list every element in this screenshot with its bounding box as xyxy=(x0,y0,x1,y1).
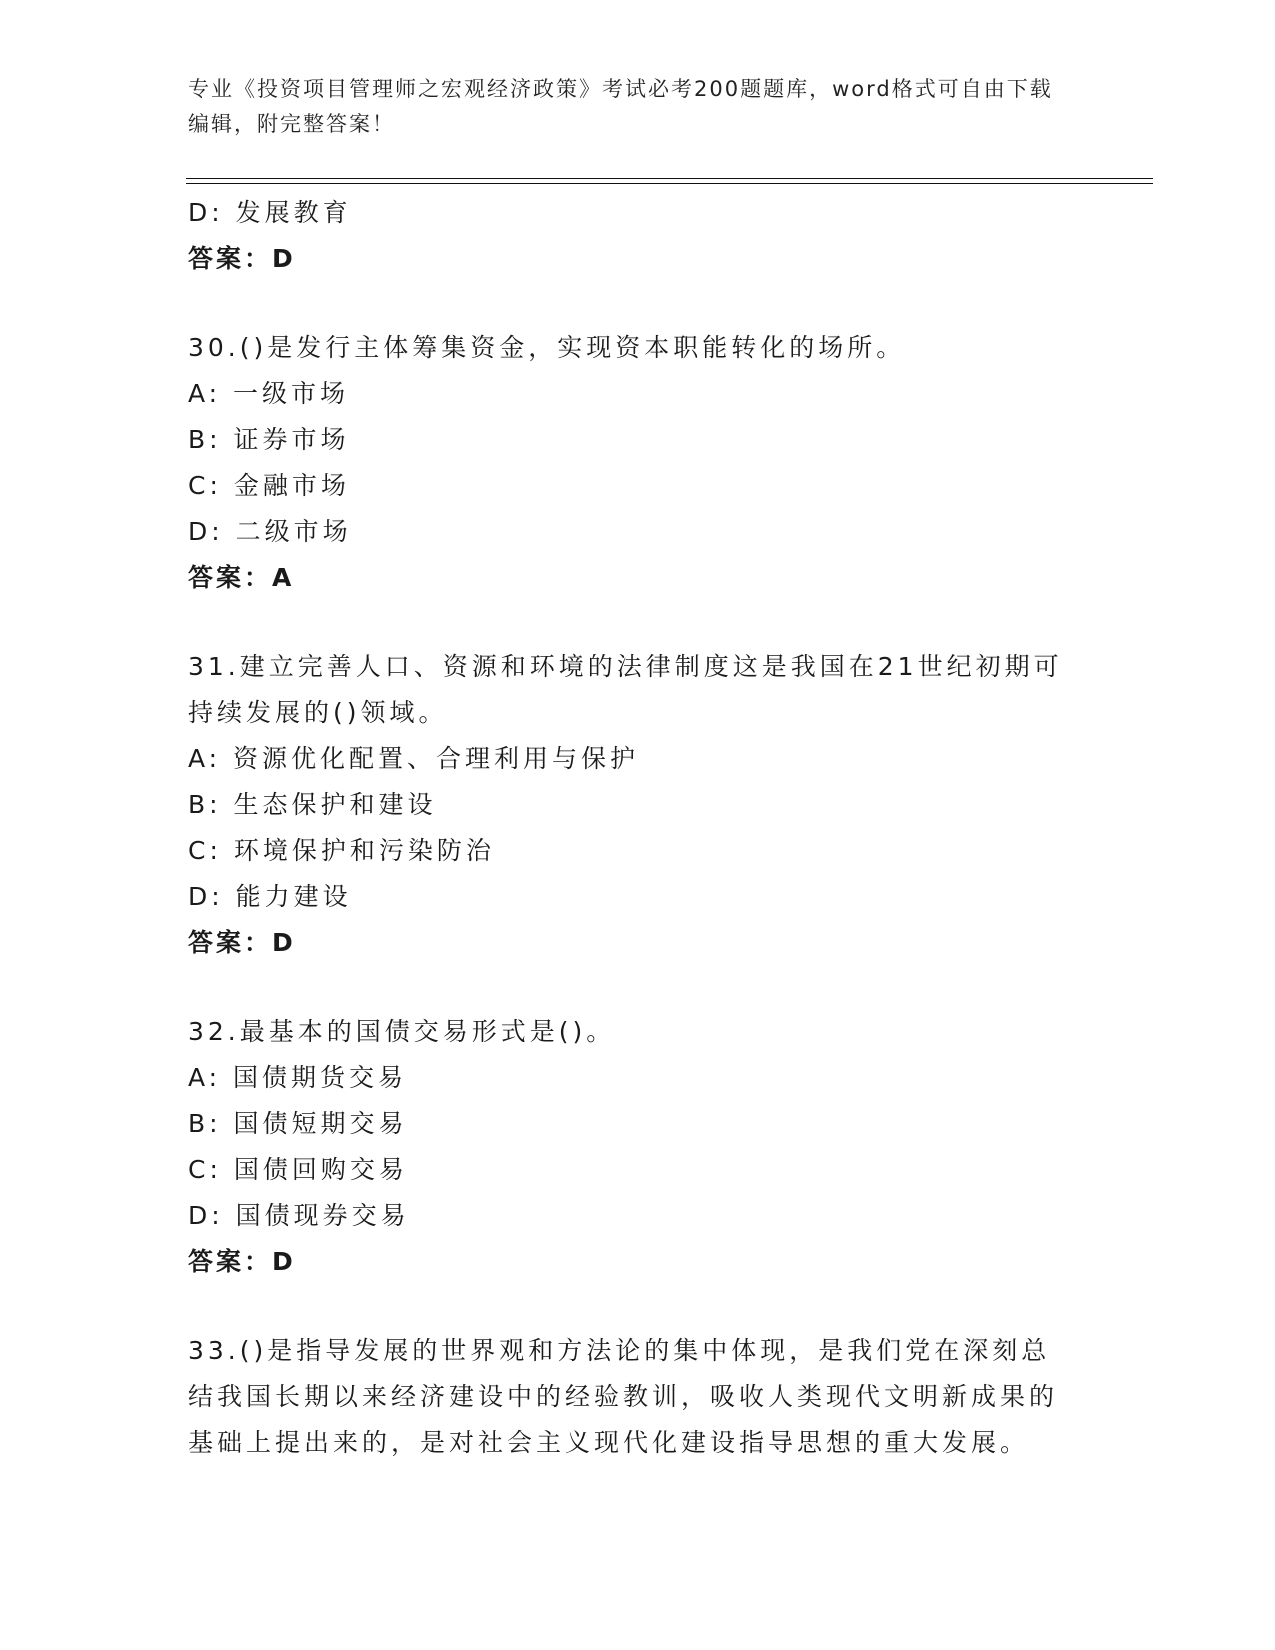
spacer xyxy=(188,1285,1088,1328)
answer: 答案：D xyxy=(188,928,296,957)
continued-question xyxy=(188,190,1088,282)
option-a: A: 一级市场 xyxy=(188,379,350,408)
option-c: C: 国债回购交易 xyxy=(188,1155,408,1184)
question-31 xyxy=(188,644,1088,966)
option-b: B: 生态保护和建设 xyxy=(188,790,437,819)
option-b: B: 国债短期交易 xyxy=(188,1109,408,1138)
header-rule-top xyxy=(186,178,1153,179)
answer: 答案：D xyxy=(188,1247,296,1276)
spacer xyxy=(188,966,1088,1009)
question-32 xyxy=(188,1009,1088,1285)
option-a: A: 资源优化配置、合理利用与保护 xyxy=(188,744,640,773)
question-30 xyxy=(188,325,1088,601)
page-header: 专业《投资项目管理师之宏观经济政策》考试必考200题题库，word格式可自由下载编辑，附完整答案！ xyxy=(188,77,1053,136)
option-a: A: 国债期货交易 xyxy=(188,1063,408,1092)
option-c: C: 环境保护和污染防治 xyxy=(188,836,495,865)
question-stem: 32.最基本的国债交易形式是()。 xyxy=(188,1017,616,1046)
question-stem: 31.建立完善人口、资源和环境的法律制度这是我国在21世纪初期可持续发展的()领域。 xyxy=(188,652,1063,727)
option-b: B: 证券市场 xyxy=(188,425,350,454)
option-d: D: 国债现券交易 xyxy=(188,1201,410,1230)
option-c: C: 金融市场 xyxy=(188,471,350,500)
question-stem: 33.()是指导发展的世界观和方法论的集中体现，是我们党在深刻总结我国长期以来经济建设中的经验教训，吸收人类现代文明新成果的基础上提出来的，是对社会主义现代化建设指导思想的重大发展。 xyxy=(188,1336,1059,1457)
option-d: D: 发展教育 xyxy=(188,198,352,227)
answer: 答案：A xyxy=(188,563,295,592)
question-stem: 30.()是发行主体筹集资金，实现资本职能转化的场所。 xyxy=(188,333,906,362)
question-content xyxy=(188,190,1088,1466)
option-d: D: 二级市场 xyxy=(188,517,352,546)
answer: 答案：D xyxy=(188,244,296,273)
option-d: D: 能力建设 xyxy=(188,882,352,911)
spacer xyxy=(188,601,1088,644)
question-33 xyxy=(188,1328,1088,1466)
header-rule-bottom xyxy=(186,183,1153,184)
spacer xyxy=(188,282,1088,325)
